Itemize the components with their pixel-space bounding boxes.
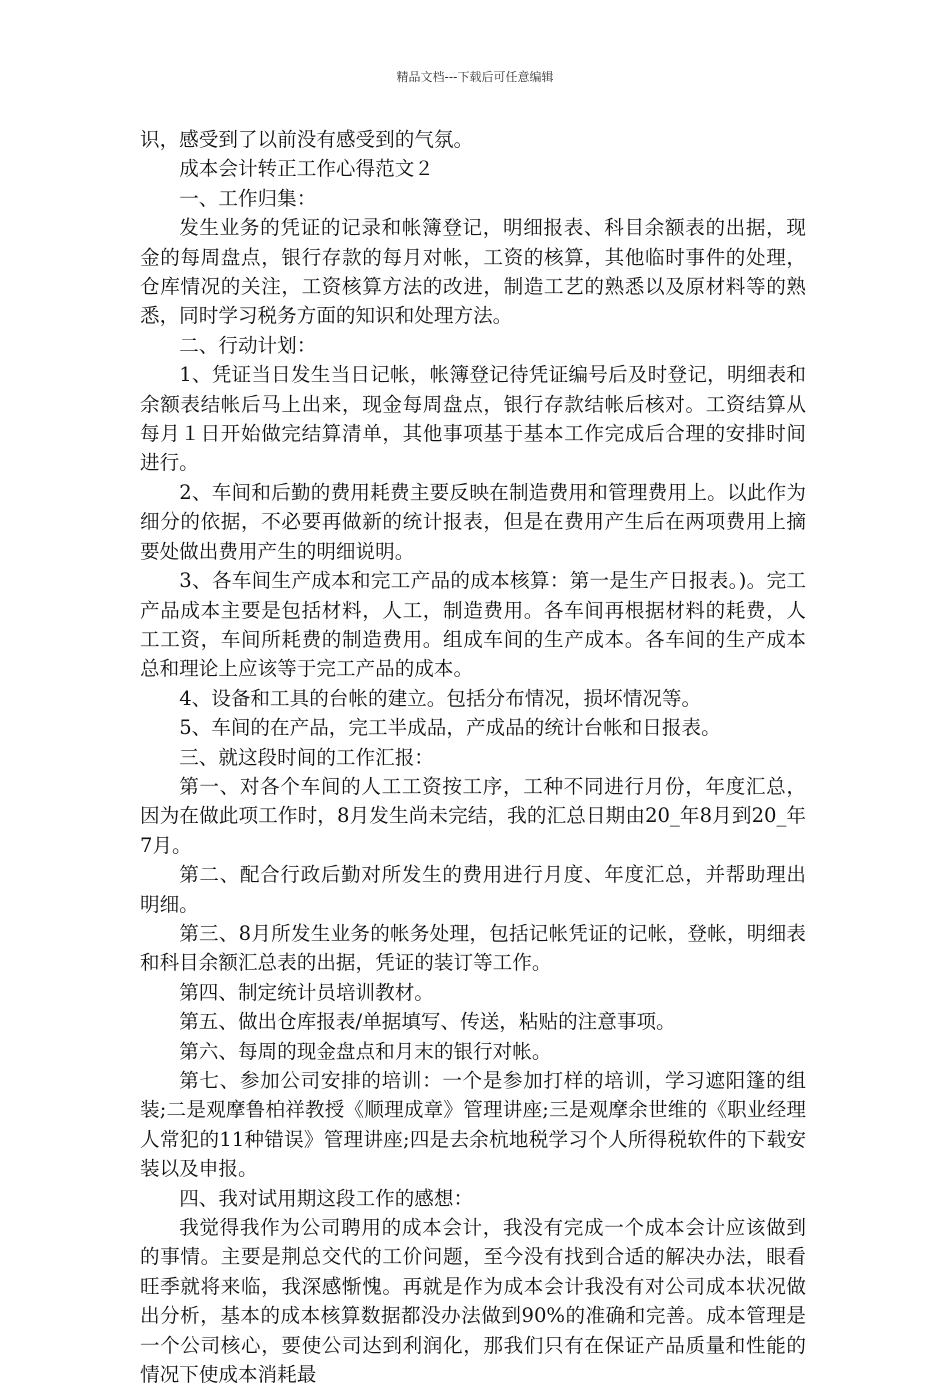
paragraph: 识，感受到了以前没有感受到的气氛。 (140, 128, 474, 151)
heading: 二、行动计划： (179, 333, 317, 357)
paragraph: 发生业务的凭证的记录和帐簿登记，明细报表、科目余额表的出据，现金的每周盘点，银行存款的每月对帐，工资的核算，其他临时事件的处理，仓库情况的关注，工资核算方法的改进，制造工艺的熟悉以及原材料等的熟悉，同时学习税务方面的知识和处理方法。 (140, 216, 806, 328)
paragraph: 我觉得我作为公司聘用的成本会计，我没有完成一个成本会计应该做到的事情。主要是荆总交代的工价问题，至今没有找到合适的解决办法，眼看旺季就将来临，我深感惭愧。再就是作为成本会计我没有对公司成本状况做出分析，基本的成本核算数据都没办法做到90%的准确和完善。成本管理是一个公司核心，要使公司达到利润化，那我们只有在保证产品质量和性能的情况下使成本消耗最 (140, 1216, 806, 1387)
heading: 四、我对试用期这段工作的感想： (179, 1186, 474, 1210)
page-header: 精品文档---下载后可任意编辑 (396, 70, 554, 84)
document-body (140, 125, 806, 1389)
paragraph: 2、车间和后勤的费用耗费主要反映在制造费用和管理费用上。以此作为细分的依据，不必要再做新的统计报表，但是在费用产生后在两项费用上摘要处做出费用产生的明细说明。 (140, 480, 806, 563)
paragraph: 第四、制定统计员培训教材。 (179, 980, 434, 1004)
heading: 一、工作归集： (179, 186, 317, 210)
paragraph: 4、设备和工具的台帐的建立。包括分布情况，损坏情况等。 (179, 686, 702, 710)
paragraph: 5、车间的在产品，完工半成品，产成品的统计台帐和日报表。 (179, 716, 721, 740)
paragraph: 1、凭证当日发生当日记帐，帐簿登记待凭证编号后及时登记，明细表和余额表结帐后马上出来，现金每周盘点，银行存款结帐后核对。工资结算从每月１日开始做完结算清单，其他事项基于基本工作完成后合理的安排时间进行。 (140, 363, 806, 475)
paragraph: 第五、做出仓库报表/单据填写、传送，粘贴的注意事项。 (179, 1010, 676, 1034)
section-title: 成本会计转正工作心得范文２ (179, 157, 434, 181)
paragraph: 3、各车间生产成本和完工产品的成本核算：第一是生产日报表。)。完工产品成本主要是包括材料，人工，制造费用。各车间再根据材料的耗费，人工工资，车间所耗费的制造费用。组成车间的生产成本。各车间的生产成本总和理论上应该等于完工产品的成本。 (140, 569, 806, 681)
paragraph: 第二、配合行政后勤对所发生的费用进行月度、年度汇总，并帮助理出明细。 (140, 863, 806, 916)
heading: 三、就这段时间的工作汇报： (179, 745, 434, 769)
paragraph: 第一、对各个车间的人工工资按工序，工种不同进行月份，年度汇总，因为在做此项工作时，8月发生尚未完结，我的汇总日期由20_年8月到20_年7月。 (140, 774, 806, 857)
paragraph: 第七、参加公司安排的培训：一个是参加打样的培训，学习遮阳篷的组装;二是观摩鲁柏祥教授《顺理成章》管理讲座;三是观摩余世维的《职业经理人常犯的11种错误》管理讲座;四是去余杭地税学习个人所得税软件的下载安装以及申报。 (140, 1069, 806, 1181)
paragraph: 第六、每周的现金盘点和月末的银行对帐。 (179, 1039, 552, 1063)
paragraph: 第三、8月所发生业务的帐务处理，包括记帐凭证的记帐，登帐，明细表和科目余额汇总表的出据，凭证的装订等工作。 (140, 921, 806, 975)
